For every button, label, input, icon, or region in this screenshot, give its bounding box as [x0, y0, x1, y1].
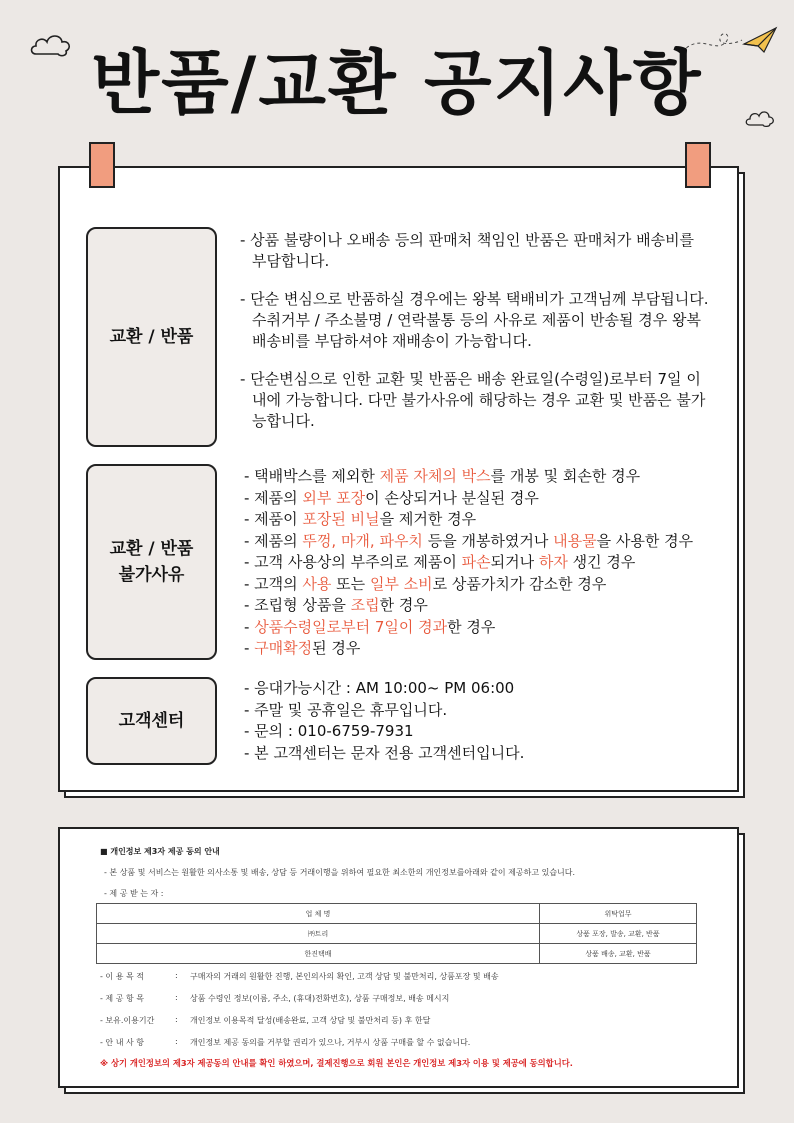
- detail-key: - 안 내 사 항: [100, 1038, 144, 1047]
- list-item: - 제품의 외부 포장이 손상되거나 분실된 경우: [244, 488, 539, 507]
- policy-paragraph: - 상품 불량이나 오배송 등의 판매처 책임인 반품은 판매처가 배송비를 부담합니다.: [240, 231, 695, 270]
- privacy-heading: ■ 개인정보 제3자 제공 동의 안내: [100, 847, 220, 856]
- not-allowed-label: 교환 / 반품 불가사유: [86, 464, 217, 660]
- detail-key: - 보유.이용기간: [100, 1016, 155, 1025]
- policy-paragraph: - 단순 변심으로 반품하실 경우에는 왕복 택배비가 고객님께 부담됩니다. 수취거부 / 주소불명 / 연락불통 등의 사유로 제품이 반송될 경우 왕복 배송비를 부담하셔야 재배송이 가능합니다.: [240, 290, 709, 350]
- detail-colon: :: [175, 993, 178, 1002]
- privacy-intro: - 본 상품 및 서비스는 원활한 의사소통 및 배송, 상담 등 거래이행을 위하여 필요한 최소한의 개인정보를아래와 같이 제공하고 있습니다.: [104, 868, 576, 877]
- detail-key: - 이 용 목 적: [100, 972, 144, 981]
- list-item: - 고객 사용상의 부주의로 제품이 파손되거나 하자 생긴 경우: [244, 553, 636, 571]
- list-item: - 조립형 상품을 조립한 경우: [244, 596, 428, 614]
- list-item: - 택배박스를 제외한 제품 자체의 박스를 개봉 및 회손한 경우: [244, 467, 641, 485]
- detail-colon: :: [175, 971, 178, 980]
- detail-value: 구매자의 거래의 원활한 진행, 본인의사의 확인, 고객 상담 및 불만처리, 상품포장 및 배송: [190, 972, 499, 981]
- detail-value: 상품 수령인 정보(이름, 주소, (휴대)전화번호), 상품 구매정보, 배송 메시지: [190, 994, 450, 1003]
- not-allowed-list: [244, 466, 714, 660]
- detail-colon: :: [175, 1037, 178, 1046]
- recipient-label: - 제 공 받 는 자 :: [104, 889, 164, 898]
- list-item: - 고객의 사용 또는 일부 소비로 상품가치가 감소한 경우: [244, 574, 607, 593]
- table-row: 한진택배 상품 배송, 교환, 반품: [97, 944, 697, 964]
- list-item: - 본 고객센터는 문자 전용 고객센터입니다.: [244, 743, 525, 762]
- list-item: - 제품이 포장된 비닐을 제거한 경우: [244, 510, 477, 528]
- page-title: 반품/교환 공지사항: [91, 42, 703, 124]
- list-item: - 구매확정된 경우: [244, 639, 361, 657]
- customer-center-info: [244, 678, 714, 764]
- list-item: - 주말 및 공휴일은 휴무입니다.: [244, 700, 448, 719]
- exchange-return-label: 교환 / 반품: [86, 227, 217, 447]
- detail-value: 개인정보 이용목적 달성(배송완료, 고객 상담 및 불만처리 등) 후 한달: [190, 1016, 431, 1025]
- list-item: - 상품수령일로부터 7일이 경과한 경우: [244, 617, 496, 636]
- pin-tab-right: [685, 142, 711, 188]
- table-row: ㈜트리 상품 포장, 발송, 교환, 반품: [97, 924, 697, 944]
- detail-value: 개인정보 제공 동의를 거부할 권리가 있으나, 거부시 상품 구매를 할 수 없습니다.: [190, 1038, 471, 1047]
- detail-colon: :: [175, 1015, 178, 1024]
- table-header: 업 체 명 위탁업무: [97, 904, 697, 924]
- detail-key: - 제 공 항 목: [100, 994, 144, 1003]
- customer-center-label: 고객센터: [86, 677, 217, 765]
- list-item: - 응대가능시간 : AM 10:00~ PM 06:00: [244, 679, 515, 697]
- list-item: - 제품의 뚜껑, 마개, 파우치 등을 개봉하였거나 내용물을 사용한 경우: [244, 531, 694, 550]
- list-item: - 문의 : 010-6759-7931: [244, 722, 414, 740]
- recipient-table: [96, 903, 697, 964]
- pin-tab-left: [89, 142, 115, 188]
- policy-paragraph: - 단순변심으로 인한 교환 및 반품은 배송 완료일(수령일)로부터 7일 이내에 가능합니다. 다만 불가사유에 해당하는 경우 교환 및 반품은 불가능합니다.: [240, 370, 706, 430]
- exchange-return-text: [240, 230, 710, 449]
- consent-note: ※ 상기 개인정보의 제3자 제공동의 안내를 확인 하였으며, 결제진행으로 회원 본인은 개인정보 제3자 이용 및 제공에 동의합니다.: [100, 1058, 573, 1068]
